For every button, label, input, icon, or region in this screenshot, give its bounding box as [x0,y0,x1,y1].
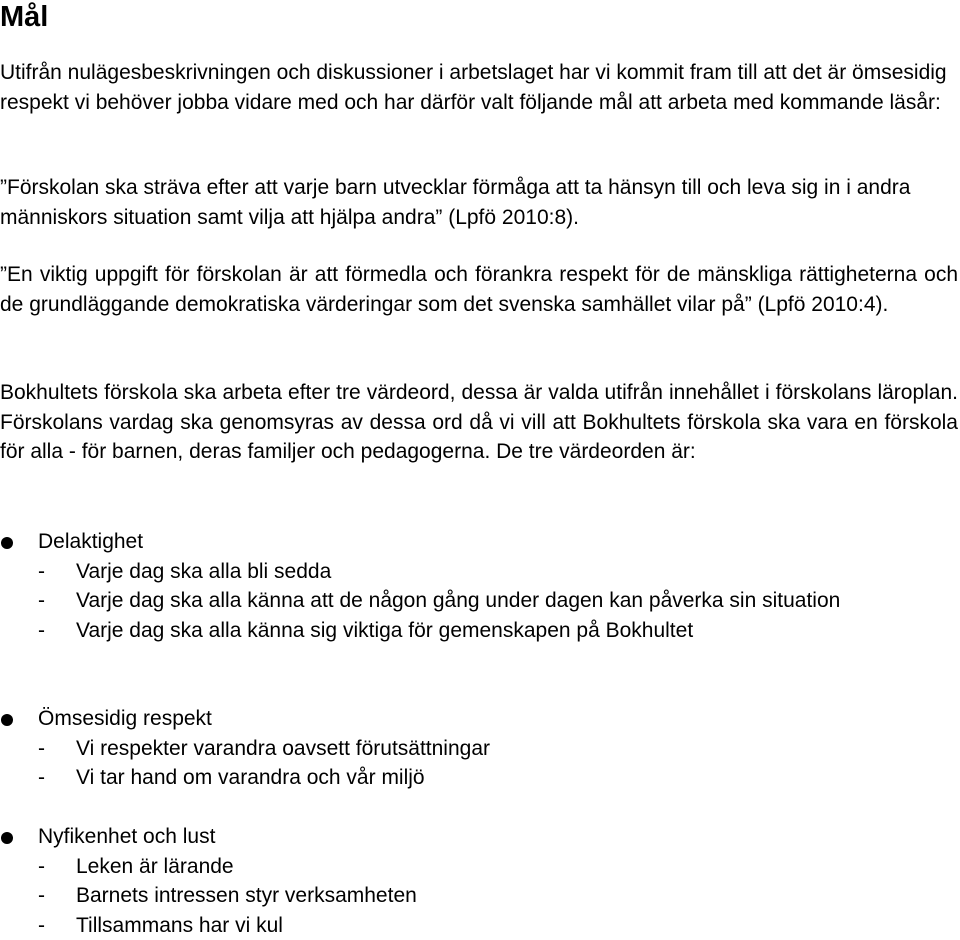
sub-item-text: Barnets intressen styr verksamheten [76,881,958,911]
value-list-delaktighet [0,527,958,645]
bullet-icon [1,537,13,549]
dash-marker: - [38,911,45,940]
value-list-omsesidig-respekt [0,704,958,793]
list-item [0,704,958,734]
sub-list-item [0,881,958,911]
sub-item-text: Leken är lärande [76,852,958,882]
sub-item-text: Vi tar hand om varandra och vår miljö [76,763,958,793]
curriculum-quote-1: ”Förskolan ska sträva efter att varje barn utvecklar förmåga att ta hänsyn till och leva sig in i andra människors situation samt vilja att hjälpa andra” (Lpfö 2010:8). [0,173,958,232]
intro-paragraph: Utifrån nulägesbeskrivningen och diskussioner i arbetslaget har vi kommit fram till att det är ömsesidig respekt vi behöver jobba vidare med och har därför valt följande mål att arbeta med kommande läsår: [0,58,958,117]
sub-item-text: Varje dag ska alla känna sig viktiga för gemenskapen på Bokhultet [76,616,958,646]
dash-marker: - [38,586,45,616]
list-item [0,822,958,852]
value-title: Nyfikenhet och lust [38,825,215,848]
bullet-icon [1,832,13,844]
sub-list-item [0,586,958,616]
sub-list-item [0,557,958,587]
dash-marker: - [38,557,45,587]
sub-list-item [0,616,958,646]
page-heading: Mål [0,0,48,34]
dash-marker: - [38,881,45,911]
curriculum-quote-2: ”En viktig uppgift för förskolan är att förmedla och förankra respekt för de mänskliga rättigheterna och de grundläggande demokratiska värderingar som det svenska samhället vilar på” (Lpfö 2010:4). [0,260,958,319]
sub-item-text: Varje dag ska alla känna att de någon gång under dagen kan påverka sin situation [76,586,958,616]
value-title: Delaktighet [38,530,143,553]
dash-marker: - [38,616,45,646]
list-item [0,527,958,557]
bullet-icon [1,714,13,726]
value-words-paragraph: Bokhultets förskola ska arbeta efter tre värdeord, dessa är valda utifrån innehållet i förskolans läroplan. Förskolans vardag ska genomsyras av dessa ord då vi vill att Bokhultets förskola ska vara en förskola för alla - för barnen, deras familjer och pedagogerna. De tre värdeorden är: [0,378,958,467]
sub-item-text: Tillsammans har vi kul [76,911,958,940]
dash-marker: - [38,734,45,764]
dash-marker: - [38,852,45,882]
value-list-nyfikenhet-och-lust [0,822,958,940]
sub-list-item [0,734,958,764]
sub-item-text: Vi respekter varandra oavsett förutsättningar [76,734,958,764]
dash-marker: - [38,763,45,793]
sub-item-text: Varje dag ska alla bli sedda [76,557,958,587]
sub-list-item [0,852,958,882]
sub-list-item [0,763,958,793]
value-title: Ömsesidig respekt [38,707,212,730]
